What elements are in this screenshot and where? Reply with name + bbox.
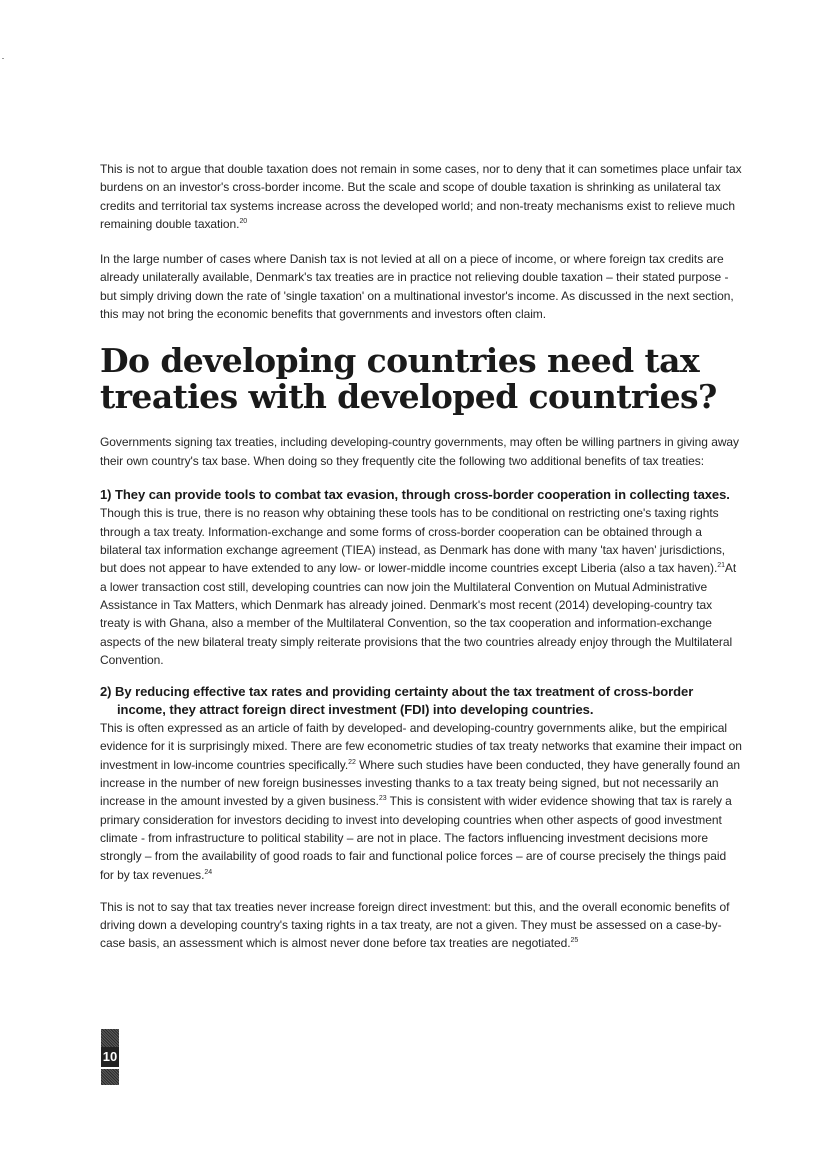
benefit-1-text-a: Though this is true, there is no reason why obtaining these tools has to be conditional on restricting one's taxing rights through a tax treaty. Information-exchange and some forms of cross-border cooperation can be obtained through a bilateral tax information exchange agreement (TIEA) instead, as Denmark has done with many 'tax haven' jurisdictions, but does not appear to have extended to any low- or lower-middle income countries except Liberia (also a tax haven). xyxy=(100,506,726,576)
footnote-ref: 25 xyxy=(570,937,579,945)
benefit-2 xyxy=(100,683,742,884)
benefit-1-text-b: At a lower transaction cost still, developing countries can now join the Multilateral Convention on Mutual Administrative Assistance in Tax Matters, which Denmark has already joined. Denmark's most recent (2014) developing-country tax treaty is with Ghana, also a member of the Multilateral Convention, so the tax cooperation and information-exchange aspects of the new bilateral treaty simply reiterate provisions that the two countries already enjoy through the Multilateral Convention. xyxy=(100,561,737,667)
closing-paragraph xyxy=(100,898,742,953)
footnote-ref: 23 xyxy=(378,795,387,803)
benefit-1-heading: 1) They can provide tools to combat tax evasion, through cross-border cooperation in collecting taxes. xyxy=(100,486,730,502)
page-marker-box xyxy=(101,1029,119,1047)
page-marker-box xyxy=(101,1069,119,1085)
benefit-2-text-a: This is often expressed as an article of faith by developed- and developing-country governments alike, but the empirical evidence for it is surprisingly mixed. There are few econometric studies of tax treaty networks that examine their impact on investment in low-income countries specifically. xyxy=(100,721,742,772)
benefit-2-text xyxy=(100,719,742,884)
benefit-2-heading: 2) By reducing effective tax rates and providing certainty about the tax treatment of cross-border income, they attract foreign direct investment (FDI) into developing countries. xyxy=(100,684,694,717)
closing-text: This is not to say that tax treaties never increase foreign direct investment: but this, and the overall economic benefits of driving down a developing country's taxing rights in a tax treaty, are not a given. They must be assessed on a case-by-case basis, an assessment which is almost never done before tax treaties are negotiated. xyxy=(100,899,730,951)
footnote-ref: 21 xyxy=(717,562,725,570)
footnote-ref: 20 xyxy=(239,217,248,225)
paragraph-danish-tax: In the large number of cases where Danish tax is not levied at all on a piece of income, or where foreign tax credits are already unilaterally available, Denmark's tax treaties are in practice not relieving double taxation – their stated purpose - but simply driving down the rate of 'single taxation' on a multinational investor's income. As discussed in the next section, this may not bring the economic benefits that governments and investors often claim. xyxy=(100,252,734,322)
benefit-2-text-c: This is consistent with wider evidence showing that tax is rarely a primary consideration for investors deciding to invest into developing countries when other aspects of good investment climate - from infrastructure to political stability – are not in place. The factors influencing investment decisions more strongly – from the availability of good roads to fair and functional police forces – are of course precisely the things paid for by tax revenues. xyxy=(100,794,732,882)
page-number: 10 xyxy=(101,1047,119,1067)
paragraph-text: This is not to argue that double taxation does not remain in some cases, nor to deny that it can sometimes place unfair tax burdens on an investor's cross-border income. But the scale and scope of double taxation is shrinking as unilateral tax credits and territorial tax systems increase across the developed world; and non-treaty mechanisms exist to relieve much remaining double taxation. xyxy=(100,162,742,231)
page-number-block xyxy=(101,1029,119,1085)
benefit-1 xyxy=(100,486,742,669)
paragraph-double-taxation xyxy=(100,160,742,233)
benefit-2-text-b: Where such studies have been conducted, they have generally found an increase in the number of new foreign businesses investing thanks to a tax treaty being signed, but not necessarily an increase in the amount invested by a given business. xyxy=(100,757,740,809)
footnote-ref: 22 xyxy=(348,758,356,766)
margin-mark xyxy=(2,58,4,59)
footnote-ref: 24 xyxy=(204,868,213,876)
benefit-1-text xyxy=(100,504,742,669)
page-content xyxy=(100,160,742,953)
section-heading: Do developing countries need tax treaties with developed countries? xyxy=(100,341,717,417)
intro-paragraph: Governments signing tax treaties, including developing-country governments, may often be willing partners in giving away their own country's tax base. When doing so they frequently cite the following two additional benefits of tax treaties: xyxy=(100,435,740,468)
